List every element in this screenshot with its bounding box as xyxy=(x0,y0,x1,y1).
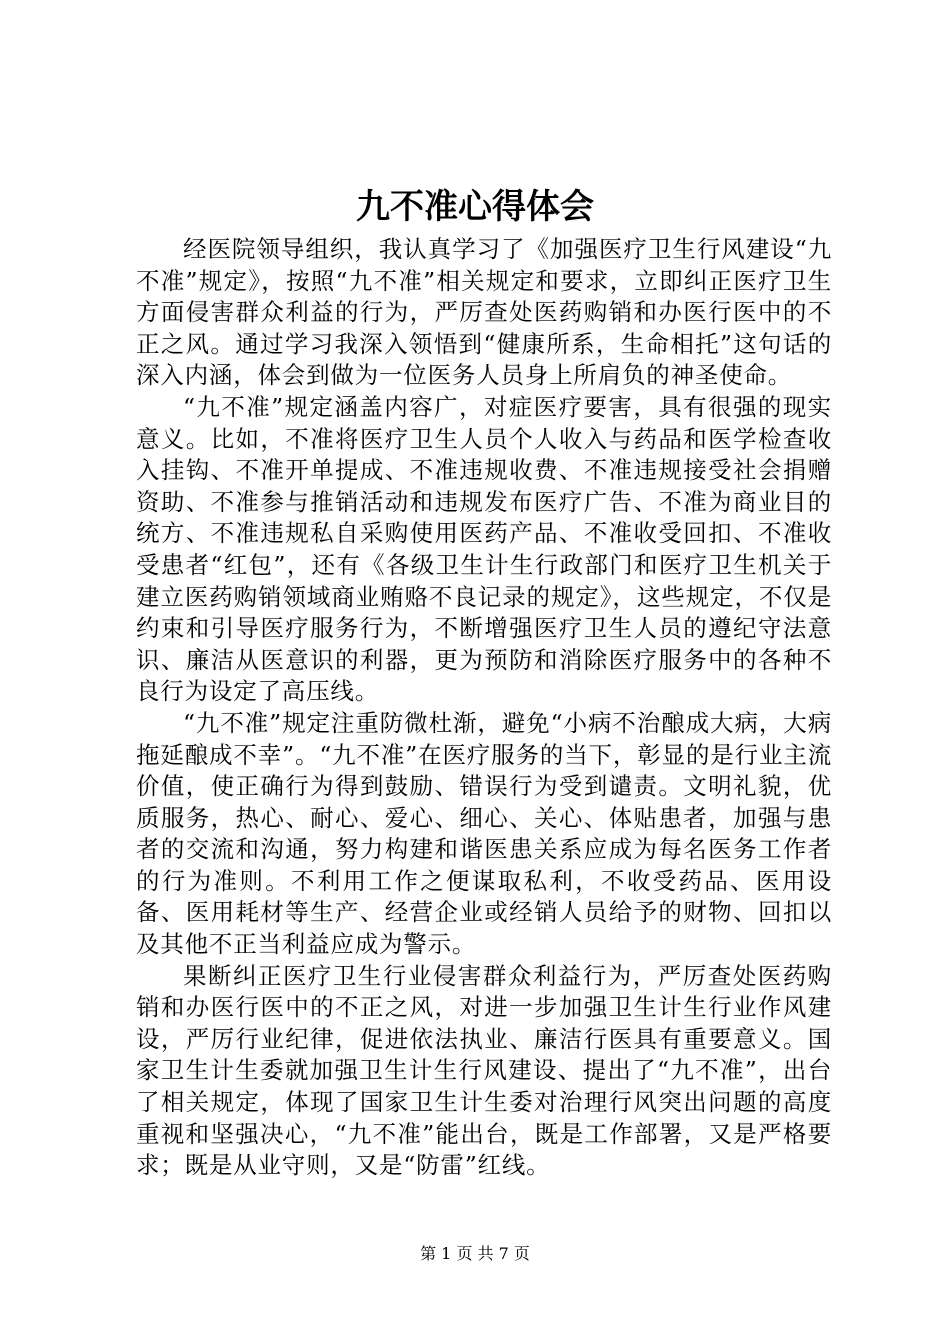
paragraph-1: 经医院领导组织，我认真学习了《加强医疗卫生行风建设“九不准”规定》，按照“九不准”相关规定和要求，立即纠正医疗卫生方面侵害群众利益的行为，严厉查处医药购销和办医行医中的不正之风。通过学习我深入领悟到“健康所系，生命相托”这句话的深入内涵，体会到做为一位医务人员身上所肩负的神圣使命。 xyxy=(136,235,832,390)
paragraph-3: “九不准”规定注重防微杜渐，避免“小病不治酿成大病，大病拖延酿成不幸”。“九不准”在医疗服务的当下，彰显的是行业主流价值，使正确行为得到鼓励、错误行为受到谴责。文明礼貌，优质服务，热心、耐心、爱心、细心、关心、体贴患者，加强与患者的交流和沟通，努力构建和谐医患关系应成为每名医务工作者的行为准则。不利用工作之便谋取私利，不收受药品、医用设备、医用耗材等生产、经营企业或经销人员给予的财物、回扣以及其他不正当利益应成为警示。 xyxy=(136,708,832,959)
page-number-footer: 第 1 页 共 7 页 xyxy=(420,1244,530,1263)
paragraph-2: “九不准”规定涵盖内容广，对症医疗要害，具有很强的现实意义。比如，不准将医疗卫生人员个人收入与药品和医学检查收入挂钩、不准开单提成、不准违规收费、不准违规接受社会捐赠资助、不准参与推销活动和违规发布医疗广告、不准为商业目的统方、不准违规私自采购使用医药产品、不准收受回扣、不准收受患者“红包”，还有《各级卫生计生行政部门和医疗卫生机关于建立医药购销领域商业贿赂不良记录的规定》，这些规定，不仅是约束和引导医疗服务行为，不断增强医疗卫生人员的遵纪守法意识、廉洁从医意识的利器，更为预防和消除医疗服务中的各种不良行为设定了高压线。 xyxy=(136,392,832,706)
paragraph-4: 果断纠正医疗卫生行业侵害群众利益行为，严厉查处医药购销和办医行医中的不正之风，对进一步加强卫生计生行业作风建设，严厉行业纪律，促进依法执业、廉洁行医具有重要意义。国家卫生计生委就加强卫生计生行风建设、提出了“九不准”，出台了相关规定，体现了国家卫生计生委对治理行风突出问题的高度重视和坚强决心，“九不准”能出台，既是工作部署，又是严格要求；既是从业守则，又是“防雷”红线。 xyxy=(136,961,832,1180)
document-body xyxy=(136,234,832,1182)
document-title: 九不准心得体会 xyxy=(356,187,594,227)
